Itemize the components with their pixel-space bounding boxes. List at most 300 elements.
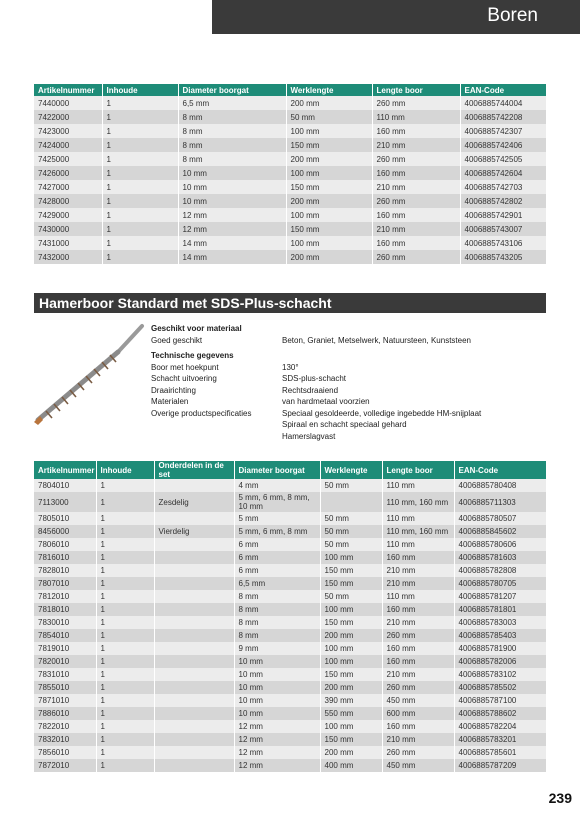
table-cell: 100 mm [286,208,372,222]
table-cell: 7820010 [34,655,96,668]
table-cell: 100 mm [320,551,382,564]
table-cell: 1 [96,681,154,694]
spec-value: Hamerslagvast [282,431,336,441]
table-cell: 8456000 [34,525,96,538]
table-cell: 50 mm [286,110,372,124]
column-header: Onderdelen in de set [154,461,234,479]
product-info [151,323,542,442]
column-header: EAN-Code [454,461,546,479]
column-header: Artikelnummer [34,461,96,479]
table-cell: 100 mm [286,166,372,180]
table-cell: 210 mm [382,668,454,681]
spec-value: Speciaal gesoldeerde, volledige ingebedde HM-snijplaat [282,408,482,418]
spec-value: SDS-plus-schacht [282,374,347,383]
spec-row [151,362,542,374]
table-cell: 400 mm [320,759,382,772]
table-cell: 7812010 [34,590,96,603]
table-cell: 1 [96,512,154,525]
table-cell: 12 mm [234,733,320,746]
table-row [34,564,546,577]
table-cell: 100 mm [320,720,382,733]
table-row [34,707,546,720]
column-header: Diameter boorgat [178,84,286,96]
page-number: 239 [548,790,572,806]
table-cell: 7425000 [34,152,102,166]
table-cell: 1 [102,124,178,138]
material-key: Goed geschikt [151,335,203,345]
table-cell: 150 mm [320,668,382,681]
spec-row [151,385,542,397]
table-cell: 160 mm [372,208,460,222]
table-cell: 1 [102,110,178,124]
table-cell: 8 mm [234,590,320,603]
spec-key [151,431,282,443]
table-cell: 1 [96,746,154,759]
table-row [34,194,546,208]
table-cell: 7886010 [34,707,96,720]
column-header: Diameter boorgat [234,461,320,479]
table-cell: 10 mm [234,694,320,707]
table-cell: 14 mm [178,236,286,250]
chapter-header-tab [212,0,580,34]
table-cell: 12 mm [234,720,320,733]
table-cell [154,603,234,616]
table-cell: 210 mm [382,564,454,577]
table-row [34,492,546,512]
spec-row [151,431,542,443]
table-cell: 12 mm [234,759,320,772]
table-cell: 4006885781603 [454,551,546,564]
table-cell: 7424000 [34,138,102,152]
table-cell: 6 mm [234,551,320,564]
table-cell: 4006885782204 [454,720,546,733]
table-cell: 10 mm [178,180,286,194]
table-row [34,180,546,194]
table-cell: 200 mm [320,629,382,642]
table-cell: 4006885711303 [454,492,546,512]
table-cell: 7871010 [34,694,96,707]
table-cell: 150 mm [320,733,382,746]
spec-row [151,373,542,385]
table-cell: 1 [96,577,154,590]
table-cell [154,577,234,590]
table-cell: 10 mm [178,166,286,180]
table-cell: 450 mm [382,694,454,707]
table-cell: 1 [96,538,154,551]
table-cell: 7819010 [34,642,96,655]
table-row [34,236,546,250]
table-cell: Vierdelig [154,525,234,538]
table-cell: 7440000 [34,96,102,110]
table-cell: 100 mm [286,124,372,138]
table-cell: 160 mm [382,720,454,733]
table-cell: 550 mm [320,707,382,720]
table-cell: 7431000 [34,236,102,250]
table-cell: 4006885744004 [460,96,546,110]
column-header: Lengte boor [372,84,460,96]
column-header: Werklengte [320,461,382,479]
table-cell [154,759,234,772]
table-cell: 7818010 [34,603,96,616]
table-cell: 200 mm [286,152,372,166]
table-cell: 4006885742505 [460,152,546,166]
section-heading-bar [34,293,546,313]
table-cell: 1 [96,551,154,564]
table-cell: 4006885743106 [460,236,546,250]
table-cell: 7806010 [34,538,96,551]
table-cell: 100 mm [320,603,382,616]
table-cell: 210 mm [382,577,454,590]
table-row [34,759,546,772]
table-cell: 260 mm [372,194,460,208]
table-cell: Zesdelig [154,492,234,512]
table-cell: 8 mm [178,152,286,166]
table-cell: 4006885780507 [454,512,546,525]
table-cell: 1 [96,694,154,707]
table-cell: 160 mm [382,655,454,668]
table-cell: 210 mm [382,616,454,629]
table-cell: 1 [102,166,178,180]
table-cell: 7828010 [34,564,96,577]
table-cell: 160 mm [382,603,454,616]
table-cell [320,492,382,512]
table-cell: 260 mm [382,629,454,642]
table-cell: 4006885785502 [454,681,546,694]
table-cell: 160 mm [382,551,454,564]
table-cell: 1 [96,720,154,733]
table-cell: 110 mm [382,512,454,525]
table-cell: 160 mm [382,642,454,655]
table-cell: 200 mm [320,681,382,694]
table-cell: 4006885781900 [454,642,546,655]
table-cell [154,616,234,629]
product-table-1 [34,84,547,264]
table-row [34,616,546,629]
table-cell: 150 mm [320,616,382,629]
table-cell: 200 mm [320,746,382,759]
material-heading: Geschikt voor materiaal [151,324,242,333]
spec-row [151,396,542,408]
table-cell: 210 mm [372,138,460,152]
table-cell: 50 mm [320,590,382,603]
table-cell: 4006885787100 [454,694,546,707]
spec-key: Boor met hoekpunt [151,362,219,372]
table-row [34,152,546,166]
hammer-drill-image [30,320,150,428]
table-cell [154,694,234,707]
table-cell: 1 [96,603,154,616]
table-cell: 7428000 [34,194,102,208]
table-cell: 12 mm [178,222,286,236]
table-cell: 7872010 [34,759,96,772]
table-cell: 1 [102,250,178,264]
table-cell: 10 mm [234,668,320,681]
table-cell: 100 mm [320,642,382,655]
table-cell: 7427000 [34,180,102,194]
table-cell: 50 mm [320,479,382,492]
table-cell: 1 [96,733,154,746]
table-cell: 50 mm [320,538,382,551]
table-cell: 8 mm [178,110,286,124]
table-cell: 160 mm [372,166,460,180]
table-cell: 10 mm [178,194,286,208]
table-cell: 110 mm [382,590,454,603]
table-cell: 4 mm [234,479,320,492]
table-cell [154,642,234,655]
spec-list [151,362,542,443]
table-row [34,720,546,733]
table-cell: 150 mm [286,180,372,194]
table-cell [154,564,234,577]
table-cell: 4006885781207 [454,590,546,603]
table-cell: 10 mm [234,655,320,668]
table-cell: 7422000 [34,110,102,124]
table-cell: 260 mm [382,681,454,694]
table-cell [154,655,234,668]
table-cell [154,707,234,720]
table-row [34,512,546,525]
table-row [34,642,546,655]
table-row [34,629,546,642]
product-table-2 [34,461,547,772]
table-cell: 150 mm [286,138,372,152]
table-cell: 6 mm [234,564,320,577]
table-cell: 210 mm [372,180,460,194]
table-row [34,208,546,222]
table-cell: 1 [102,96,178,110]
table-cell [154,479,234,492]
spec-row [151,408,542,420]
spec-key [151,419,282,431]
table-cell: 1 [96,525,154,538]
table-cell: 450 mm [382,759,454,772]
table-cell: 110 mm, 160 mm [382,525,454,538]
spec-key: Materialen [151,397,189,406]
table-cell [154,733,234,746]
spec-key: Draairichting [151,385,196,395]
table-cell: 50 mm [320,525,382,538]
table-cell: 7831010 [34,668,96,681]
spec-value: 130° [282,362,299,372]
table-cell: 4006885743007 [460,222,546,236]
table-row [34,668,546,681]
table-cell: 4006885742307 [460,124,546,138]
table-cell [154,590,234,603]
table-cell: 4006885785601 [454,746,546,759]
table-cell: 5 mm, 6 mm, 8 mm, 10 mm [234,492,320,512]
table-row [34,655,546,668]
spec-value: Rechtsdraaiend [282,385,339,395]
table-cell: 150 mm [320,564,382,577]
table-cell: 200 mm [286,250,372,264]
table-cell: 7856010 [34,746,96,759]
table-cell: 12 mm [234,746,320,759]
table-cell: 1 [102,138,178,152]
table-cell: 150 mm [320,577,382,590]
table-cell: 1 [102,180,178,194]
table-cell: 7832010 [34,733,96,746]
spec-key: Overige productspecificaties [151,408,252,418]
table-cell: 10 mm [234,681,320,694]
tech-heading: Technische gegevens [151,351,234,360]
table-cell: 6,5 mm [234,577,320,590]
table-row [34,525,546,538]
table-row [34,110,546,124]
table-cell: 1 [96,707,154,720]
table-cell: 1 [102,236,178,250]
material-value: Beton, Graniet, Metselwerk, Natuursteen, Kunststeen [282,335,471,345]
table-row [34,577,546,590]
table-cell [154,538,234,551]
table-cell: 150 mm [286,222,372,236]
table-cell: 200 mm [286,194,372,208]
table-cell: 7830010 [34,616,96,629]
table-cell: 4006885742604 [460,166,546,180]
table-cell: 1 [96,492,154,512]
table-row [34,222,546,236]
table-cell: 1 [96,655,154,668]
table-cell [154,746,234,759]
table-cell: 1 [96,642,154,655]
table-cell: 7423000 [34,124,102,138]
table-cell: 8 mm [178,124,286,138]
table-row [34,694,546,707]
table-cell: 260 mm [372,96,460,110]
column-header: Inhoude [96,461,154,479]
table-cell [154,551,234,564]
table-cell: 7822010 [34,720,96,733]
table-row [34,733,546,746]
table-row [34,746,546,759]
table-cell: 7807010 [34,577,96,590]
table-cell: 160 mm [372,236,460,250]
table-cell: 210 mm [382,733,454,746]
table-cell: 4006885742208 [460,110,546,124]
table-cell: 8 mm [178,138,286,152]
column-header: Werklengte [286,84,372,96]
table-row [34,166,546,180]
table-cell: 7113000 [34,492,96,512]
table-cell: 110 mm, 160 mm [382,492,454,512]
table-cell: 7432000 [34,250,102,264]
table-cell: 4006885780606 [454,538,546,551]
table-row [34,96,546,110]
table-cell: 7430000 [34,222,102,236]
table-cell [154,720,234,733]
table-cell: 1 [96,590,154,603]
table-cell: 4006885787209 [454,759,546,772]
table-cell [154,668,234,681]
table-cell: 110 mm [382,538,454,551]
table-cell: 600 mm [382,707,454,720]
table-cell: 5 mm [234,512,320,525]
table-cell: 50 mm [320,512,382,525]
table-cell: 7855010 [34,681,96,694]
table-cell: 8 mm [234,616,320,629]
table-cell: 4006885743205 [460,250,546,264]
material-row [151,335,542,347]
table-cell: 1 [102,208,178,222]
table-row [34,250,546,264]
table-cell: 7426000 [34,166,102,180]
table-cell: 110 mm [382,479,454,492]
table-cell: 10 mm [234,707,320,720]
column-header: Lengte boor [382,461,454,479]
table-cell: 14 mm [178,250,286,264]
table-cell: 1 [102,152,178,166]
table-row [34,138,546,152]
table-cell: 100 mm [286,236,372,250]
table-row [34,551,546,564]
table-cell [154,681,234,694]
table-cell: 8 mm [234,629,320,642]
table-row [34,538,546,551]
table-cell: 4006885742901 [460,208,546,222]
table-cell: 4006885783102 [454,668,546,681]
table-cell: 9 mm [234,642,320,655]
table-cell: 1 [96,759,154,772]
table-cell: 4006885780705 [454,577,546,590]
table-cell: 8 mm [234,603,320,616]
table-cell: 390 mm [320,694,382,707]
table-cell [154,512,234,525]
table-cell: 1 [102,194,178,208]
table-cell: 260 mm [372,152,460,166]
column-header: EAN-Code [460,84,546,96]
spec-row [151,419,542,431]
table-cell: 6,5 mm [178,96,286,110]
table-cell: 4006885742802 [460,194,546,208]
column-header: Inhoude [102,84,178,96]
spec-value: van hardmetaal voorzien [282,397,370,406]
table-cell: 160 mm [372,124,460,138]
table-cell: 1 [96,629,154,642]
table-cell: 4006885783201 [454,733,546,746]
table-cell: 4006885780408 [454,479,546,492]
table-cell: 7804010 [34,479,96,492]
table-cell: 110 mm [372,110,460,124]
table-cell: 1 [96,564,154,577]
table-cell: 6 mm [234,538,320,551]
table-cell: 1 [96,668,154,681]
spec-value: Spiraal en schacht speciaal gehard [282,420,407,429]
table-cell: 1 [96,479,154,492]
table-cell: 4006885782006 [454,655,546,668]
table-cell: 7854010 [34,629,96,642]
table-cell: 4006885785403 [454,629,546,642]
table-cell: 200 mm [286,96,372,110]
table-cell: 4006885788602 [454,707,546,720]
table-row [34,681,546,694]
table-cell: 12 mm [178,208,286,222]
table-row [34,590,546,603]
chapter-title: Boren [487,5,538,26]
column-header: Artikelnummer [34,84,102,96]
table-cell: 4006885742703 [460,180,546,194]
table-cell: 4006885783003 [454,616,546,629]
table-cell: 4006885845602 [454,525,546,538]
table-cell: 260 mm [372,250,460,264]
table-cell: 7805010 [34,512,96,525]
spec-key: Schacht uitvoering [151,374,217,383]
table-row [34,124,546,138]
table-cell: 100 mm [320,655,382,668]
table-row [34,603,546,616]
table-cell: 260 mm [382,746,454,759]
table-cell: 4006885781801 [454,603,546,616]
table-cell: 1 [102,222,178,236]
table-cell: 7816010 [34,551,96,564]
